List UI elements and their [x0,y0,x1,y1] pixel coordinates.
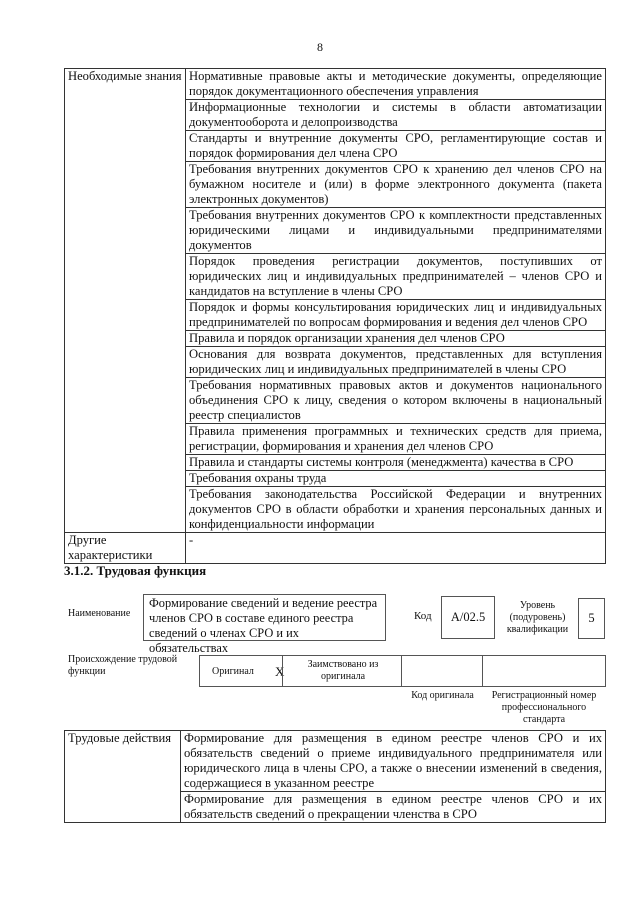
origin-code-caption: Код оригинала [411,690,474,701]
list-item: Правила и порядок организации хранения дел членов СРО [186,331,606,347]
origin-label: Происхождение трудовой функции [68,654,178,677]
list-item: Нормативные правовые акты и методические документы, определяющие порядок документационного обеспечения управления [186,69,606,100]
row-label: Трудовые действия [65,731,181,823]
list-item: Формирование для размещения в едином реестре членов СРО и их обязательств сведений о прекращении членства в СРО [181,792,606,823]
table-row [65,731,606,792]
code-label: Код [414,610,432,622]
list-item: Формирование для размещения в едином реестре членов СРО и их обязательств сведений о приеме индивидуального предпринимателя или юридического лица в члены СРО, а также о внесении изменений в сведения, содержащиеся в указанном реестре [181,731,606,792]
table-row [65,69,606,100]
list-item: Требования внутренних документов СРО к комплектности представленных юридическими лицами и индивидуальными предпринимателями документов [186,208,606,254]
other-value: - [186,533,606,564]
page-number: 8 [317,40,323,54]
level-label: Уровень (подуровень) квалификации [506,600,569,635]
code-value: A/02.5 [441,596,495,639]
name-value: Формирование сведений и ведение реестра членов СРО в составе единого реестра сведений о членах СРО и их обязательствах [143,594,386,641]
knowledge-table [64,68,606,564]
reg-number-caption: Регистрационный номер профессионального стандарта [491,690,597,725]
original-mark: X [275,664,285,679]
list-item: Порядок и формы консультирования юридических лиц и индивидуальных предпринимателей по вопросам формирования и ведения дел членов СРО [186,300,606,331]
list-item: Требования внутренних документов СРО к хранению дел членов СРО на бумажном носителе и (или) в форме электронного документа (пакета электронных документов) [186,162,606,208]
table-row [65,533,606,564]
list-item: Требования законодательства Российской Федерации и внутренних документов СРО в области обработки и хранения персональных данных и конфиденциальности информации [186,487,606,533]
level-value: 5 [578,598,605,639]
list-item: Требования охраны труда [186,471,606,487]
actions-table [64,730,606,823]
list-item: Правила применения программных и технических средств для приема, регистрации, формирования и хранения дел членов СРО [186,424,606,455]
row-label: Необходимые знания [65,69,186,533]
origin-row [199,655,606,687]
list-item: Основания для возврата документов, представленных для вступления юридических лиц и индивидуальных предпринимателей в члены СРО [186,347,606,378]
list-item: Стандарты и внутренние документы СРО, регламентирующие состав и порядок формирования дел члена СРО [186,131,606,162]
list-item: Порядок проведения регистрации документов, поступивших от юридических лиц и индивидуальных предпринимателей – членов СРО и кандидатов на вступление в члены СРО [186,254,606,300]
other-label: Другие характеристики [65,533,186,564]
section-title: 3.1.2. Трудовая функция [64,563,207,578]
list-item: Правила и стандарты системы контроля (менеджмента) качества в СРО [186,455,606,471]
list-item: Требования нормативных правовых актов и документов национального объединения СРО к лицу, сведения о котором включены в национальный реестр специалистов [186,378,606,424]
list-item: Информационные технологии и системы в области автоматизации документооборота и делопроизводства [186,100,606,131]
name-label: Наименование [68,608,131,619]
original-label: Оригинал [212,666,254,677]
borrowed-label: Заимствовано из оригинала [307,659,379,682]
